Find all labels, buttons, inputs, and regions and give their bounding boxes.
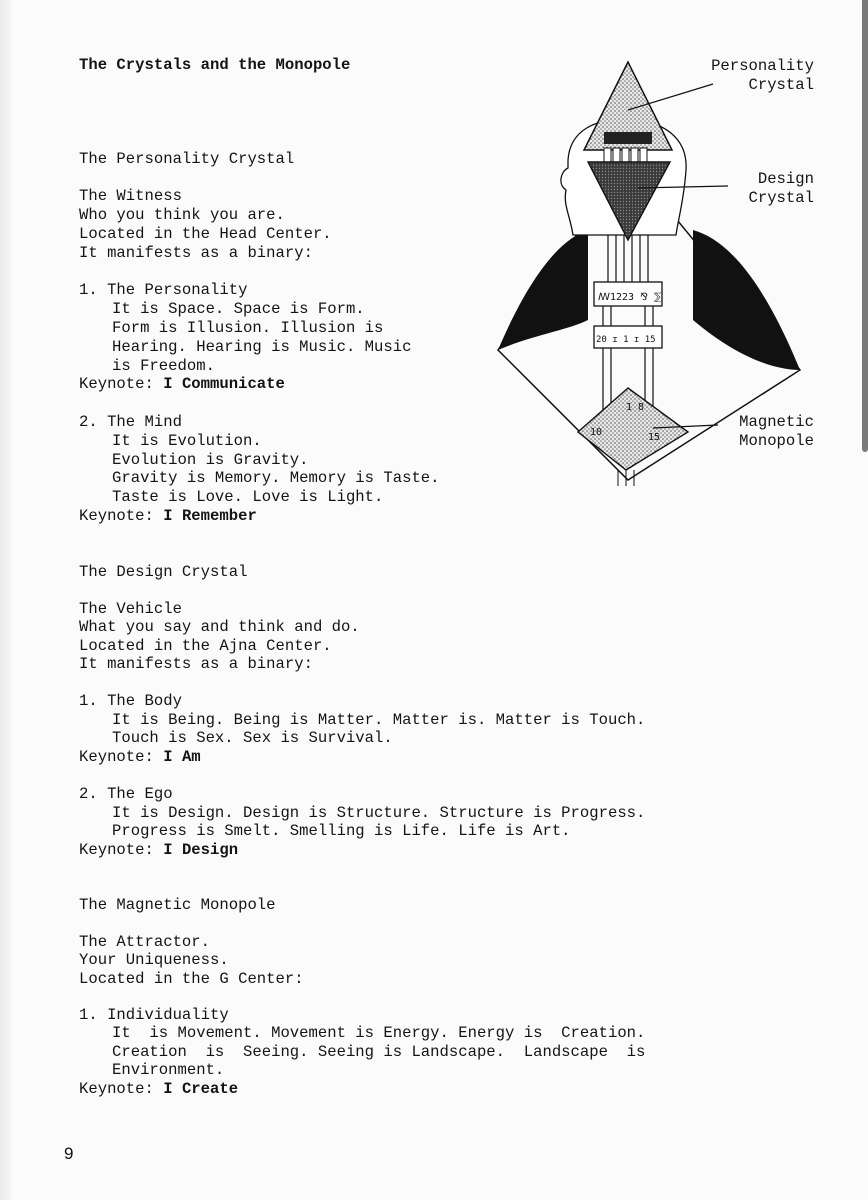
personality-item2-title: 2. The Mind bbox=[79, 413, 182, 431]
section-heading-personality: The Personality Crystal bbox=[79, 150, 295, 168]
page-edge bbox=[0, 0, 12, 1200]
monopole-intro-3: Located in the G Center: bbox=[79, 970, 304, 988]
keynote-label: Keynote: bbox=[79, 748, 154, 766]
personality-intro-1: The Witness bbox=[79, 187, 182, 205]
personality-intro-2: Who you think you are. bbox=[79, 206, 285, 224]
personality-item1-line-4: is Freedom. bbox=[112, 357, 215, 375]
pillars bbox=[604, 148, 647, 162]
personality-item1-line-3: Hearing. Hearing is Music. Music bbox=[112, 338, 412, 356]
personality-intro-4: It manifests as a binary: bbox=[79, 244, 313, 262]
monopole-item1-line-3: Environment. bbox=[112, 1061, 225, 1079]
design-intro-2: What you say and think and do. bbox=[79, 618, 360, 636]
design-item1-keynote bbox=[79, 748, 201, 767]
monopole-item1-line-1: It is Movement. Movement is Energy. Energy is Creation. bbox=[112, 1024, 646, 1042]
identity-gates: 20 ɪ 1 ɪ 15 bbox=[596, 335, 656, 345]
design-item1-title: 1. The Body bbox=[79, 692, 182, 710]
keynote-label: Keynote: bbox=[79, 1080, 154, 1098]
design-intro-1: The Vehicle bbox=[79, 600, 182, 618]
keynote-value: I Communicate bbox=[163, 375, 285, 393]
design-item2-title: 2. The Ego bbox=[79, 785, 173, 803]
section-heading-monopole: The Magnetic Monopole bbox=[79, 896, 276, 914]
keynote-value: I Remember bbox=[163, 507, 257, 525]
personality-item1-line-2: Form is Illusion. Illusion is bbox=[112, 319, 384, 337]
design-intro-4: It manifests as a binary: bbox=[79, 655, 313, 673]
design-item1-line-1: It is Being. Being is Matter. Matter is. Matter is Touch. bbox=[112, 711, 646, 729]
page-number: 9 bbox=[64, 1144, 74, 1163]
design-item2-line-2: Progress is Smelt. Smelling is Life. Life is Art. bbox=[112, 822, 571, 840]
monopole-intro-1: The Attractor. bbox=[79, 933, 211, 951]
keynote-value: I Create bbox=[163, 1080, 239, 1098]
label-line: Personality bbox=[711, 57, 814, 75]
personality-item2-line-2: Evolution is Gravity. bbox=[112, 451, 309, 469]
label-line: Magnetic bbox=[739, 413, 814, 431]
personality-item1-keynote bbox=[79, 375, 285, 394]
label-line: Monopole bbox=[739, 431, 814, 450]
bodygraph-diagram bbox=[478, 50, 838, 490]
right-shoulder-shape bbox=[693, 230, 800, 370]
personality-item2-keynote bbox=[79, 507, 257, 526]
monopole-item1-title: 1. Individuality bbox=[79, 1006, 229, 1024]
scrollbar-thumb[interactable] bbox=[862, 0, 868, 452]
monopole-item1-keynote bbox=[79, 1080, 238, 1099]
g-center-gate-left: 10 bbox=[590, 427, 603, 438]
personality-intro-3: Located in the Head Center. bbox=[79, 225, 332, 243]
design-intro-3: Located in the Ajna Center. bbox=[79, 637, 332, 655]
label-line: Design bbox=[757, 170, 814, 188]
personality-item2-line-1: It is Evolution. bbox=[112, 432, 262, 450]
page-title: The Crystals and the Monopole bbox=[79, 56, 351, 74]
personality-item1-title: 1. The Personality bbox=[79, 281, 248, 299]
keynote-label: Keynote: bbox=[79, 375, 154, 393]
personality-item1-line-1: It is Space. Space is Form. bbox=[112, 300, 365, 318]
personality-item2-line-4: Taste is Love. Love is Light. bbox=[112, 488, 384, 506]
design-item2-line-1: It is Design. Design is Structure. Structure is Progress. bbox=[112, 804, 646, 822]
label-line: Crystal bbox=[748, 188, 814, 207]
head-gates bbox=[604, 132, 652, 144]
monopole-intro-2: Your Uniqueness. bbox=[79, 951, 229, 969]
section-heading-design: The Design Crystal bbox=[79, 563, 248, 581]
keynote-value: I Am bbox=[163, 748, 201, 766]
g-center-gates: 1 8 bbox=[626, 402, 645, 413]
design-item2-keynote bbox=[79, 841, 238, 860]
throat-gates: ꟿ1223 ⅋ ⅀ bbox=[598, 292, 663, 303]
left-shoulder-shape bbox=[498, 230, 588, 350]
g-center-gate-right: 15 bbox=[648, 432, 661, 443]
keynote-value: I Design bbox=[163, 841, 239, 859]
keynote-label: Keynote: bbox=[79, 841, 154, 859]
keynote-label: Keynote: bbox=[79, 507, 154, 525]
personality-item2-line-3: Gravity is Memory. Memory is Taste. bbox=[112, 469, 440, 487]
monopole-item1-line-2: Creation is Seeing. Seeing is Landscape. Landscape is bbox=[112, 1043, 646, 1061]
label-line: Crystal bbox=[748, 75, 814, 94]
design-item1-line-2: Touch is Sex. Sex is Survival. bbox=[112, 729, 393, 747]
